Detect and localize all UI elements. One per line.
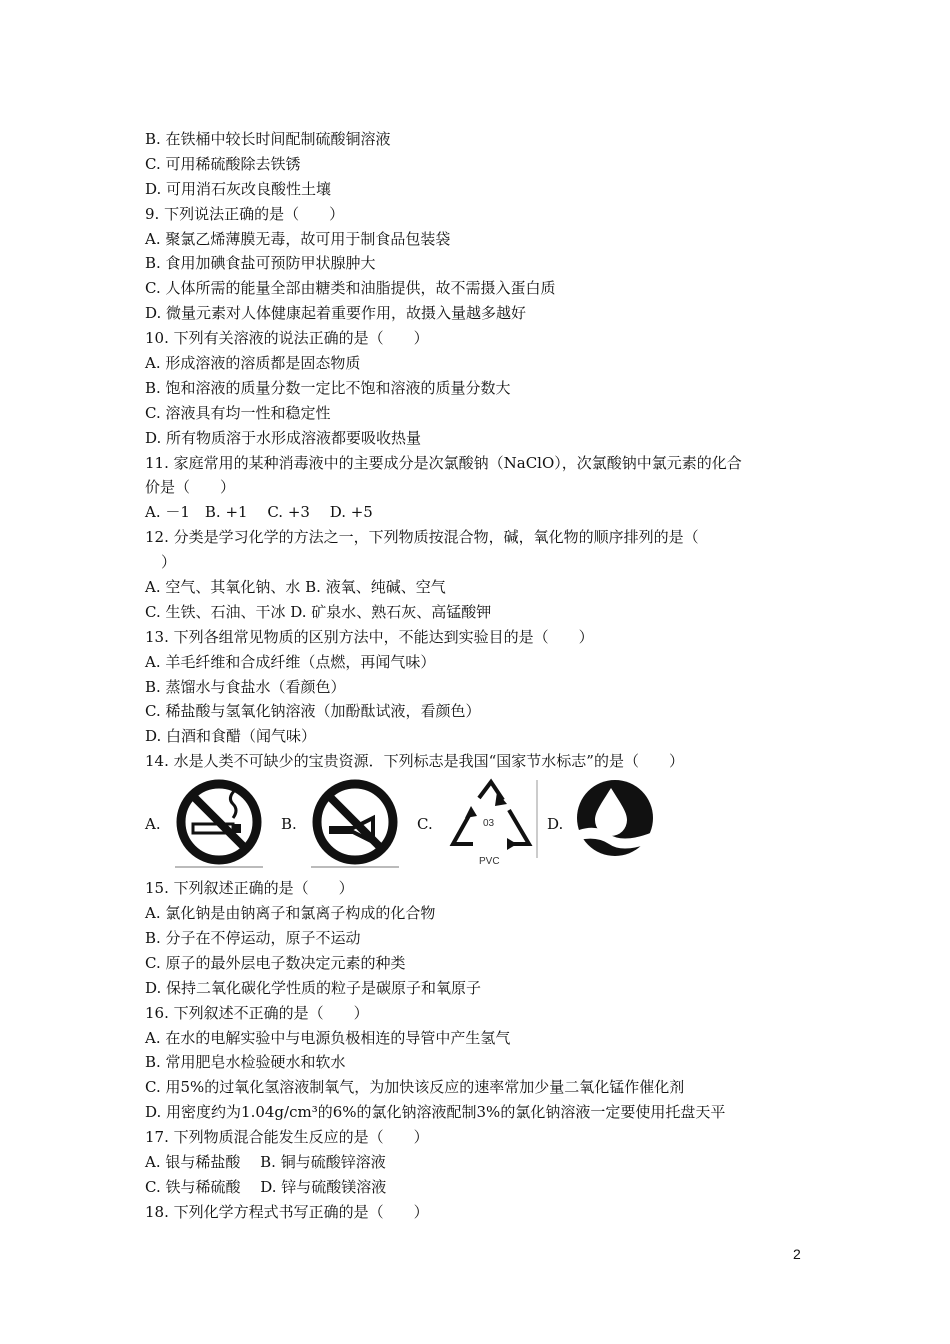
question-16: 16. 下列叙述不正确的是（ ） — [145, 1003, 369, 1022]
text-line: D. 保持二氧化碳化学性质的粒子是碳原子和氧原子 — [145, 978, 482, 997]
text-line: D. 用密度约为1.04g/cm³的6%的氯化钠溶液配制3%的氯化钠溶液一定要使用托盘天平 — [145, 1103, 726, 1122]
text-line: D. 白酒和食醋（闻气味） — [145, 727, 317, 746]
text-line: B. 常用肥皂水检验硬水和软水 — [145, 1053, 346, 1072]
text-line: ） — [161, 553, 177, 572]
text-line: A. 在水的电解实验中与电源负极相连的导管中产生氢气 — [145, 1028, 511, 1047]
text-line: A. －1 B. +1 C. +3 D. +5 — [145, 503, 373, 522]
question-9: 9. 下列说法正确的是（ ） — [145, 204, 345, 223]
text-line: A. 空气、其氧化钠、水 B. 液氧、纯碱、空气 — [145, 578, 446, 597]
q14-option-label: B. — [281, 815, 297, 834]
q14-option-label: D. — [547, 815, 564, 834]
question-12: 12. 分类是学习化学的方法之一，下列物质按混合物，碱，氧化物的顺序排列的是（ — [145, 528, 699, 547]
text-line: D. 所有物质溶于水形成溶液都要吸收热量 — [145, 428, 422, 447]
question-11: 11. 家庭常用的某种消毒液中的主要成分是次氯酸钠（NaClO），次氯酸钠中氯元素的化合 — [145, 453, 742, 472]
text-line: A. 氯化钠是由钠离子和氯离子构成的化合物 — [145, 904, 436, 923]
q14-option-label: C. — [417, 815, 433, 834]
text-line: C. 可用稀硫酸除去铁锈 — [145, 154, 301, 173]
question-17: 17. 下列物质混合能发生反应的是（ ） — [145, 1128, 429, 1147]
question-18: 18. 下列化学方程式书写正确的是（ ） — [145, 1202, 429, 1221]
q14-option-label: A. — [145, 815, 161, 834]
no-smoking-sign-icon — [171, 778, 267, 870]
text-line: D. 可用消石灰改良酸性土壤 — [145, 179, 332, 198]
text-line: B. 分子在不停运动，原子不运动 — [145, 928, 361, 947]
question-13: 13. 下列各组常见物质的区别方法中，不能达到实验目的是（ ） — [145, 627, 594, 646]
page-number: 2 — [793, 1246, 801, 1262]
text-line: A. 聚氯乙烯薄膜无毒，故可用于制食品包装袋 — [145, 229, 451, 248]
text-line: A. 形成溶液的溶质都是固态物质 — [145, 354, 361, 373]
text-line: D. 微量元素对人体健康起着重要作用，故摄入量越多越好 — [145, 304, 527, 323]
text-line: C. 铁与稀硫酸 D. 锌与硫酸镁溶液 — [145, 1177, 387, 1196]
text-line: C. 生铁、石油、干冰 D. 矿泉水、熟石灰、高锰酸钾 — [145, 602, 492, 621]
recycle-code: 03 — [483, 818, 495, 830]
text-line: 价是（ ） — [145, 478, 236, 497]
text-line: B. 在铁桶中较长时间配制硫酸铜溶液 — [145, 130, 391, 148]
question-15: 15. 下列叙述正确的是（ ） — [145, 879, 354, 898]
no-horn-sign-icon — [307, 778, 403, 870]
recycle-pvc-sign-icon — [443, 778, 539, 870]
text-line: A. 羊毛纤维和合成纤维（点燃，再闻气味） — [145, 652, 436, 671]
text-line: C. 人体所需的能量全部由糖类和油脂提供，故不需摄入蛋白质 — [145, 279, 556, 298]
recycle-label: PVC — [479, 856, 500, 868]
text-line: B. 饱和溶液的质量分数一定比不饱和溶液的质量分数大 — [145, 378, 511, 397]
text-line: C. 用5%的过氧化氢溶液制氧气，为加快该反应的速率常加少量二氧化锰作催化剂 — [145, 1078, 685, 1097]
text-line: C. 溶液具有均一性和稳定性 — [145, 403, 331, 422]
question-14: 14. 水是人类不可缺少的宝贵资源．下列标志是我国“国家节水标志”的是（ ） — [145, 752, 684, 771]
text-line: A. 银与稀盐酸 B. 铜与硫酸锌溶液 — [145, 1152, 386, 1171]
text-line: C. 稀盐酸与氢氧化钠溶液（加酚酞试液，看颜色） — [145, 702, 481, 721]
water-saving-sign-icon — [571, 778, 667, 870]
text-line: C. 原子的最外层电子数决定元素的种类 — [145, 953, 406, 972]
page-content — [145, 127, 825, 1225]
text-line: B. 蒸馏水与食盐水（看颜色） — [145, 677, 346, 696]
question-10: 10. 下列有关溶液的说法正确的是（ ） — [145, 329, 429, 348]
text-line: B. 食用加碘食盐可预防甲状腺肿大 — [145, 254, 376, 273]
q14-image-row — [145, 778, 825, 870]
